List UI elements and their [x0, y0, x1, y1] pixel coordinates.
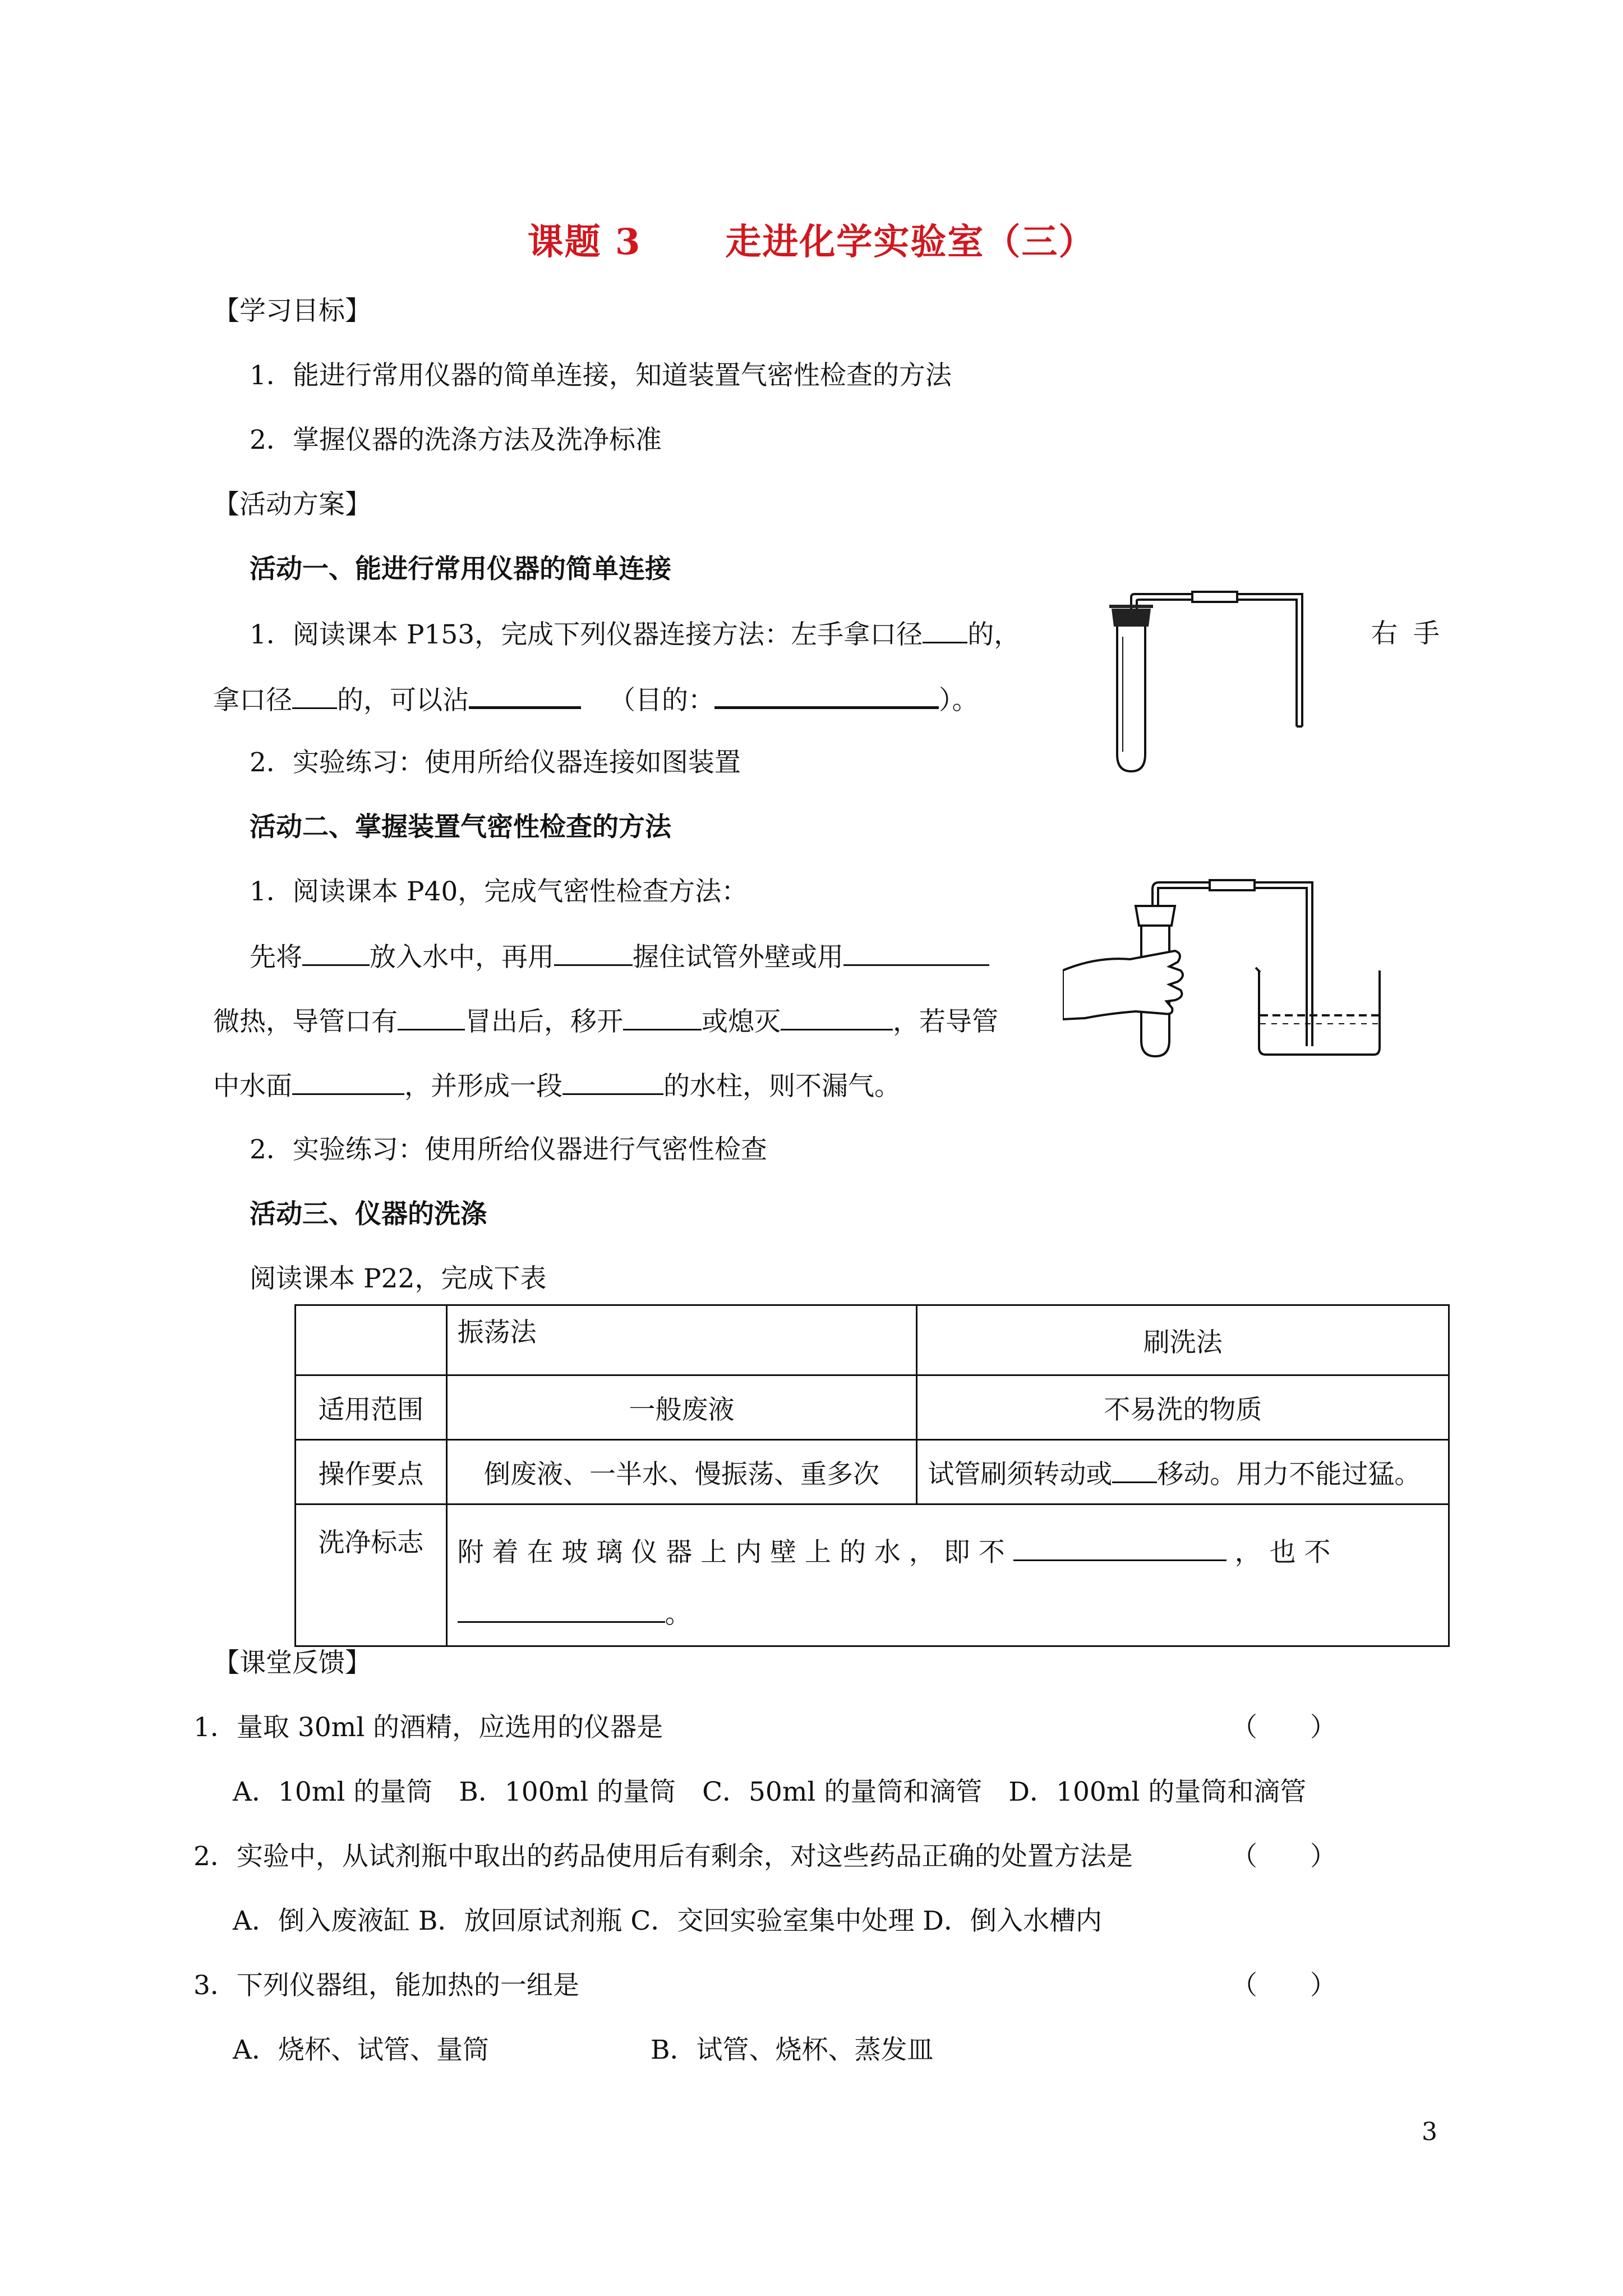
activity2-line3: 中水面 ，并形成一段 的水柱，则不漏气。 [213, 1069, 901, 1103]
question-2-bracket[interactable]: （ ） [1231, 1841, 1336, 1872]
activity2-line2: 微热，导管口有 冒出后，移开 或熄灭 ，若导管 [213, 1004, 998, 1039]
table-row [296, 1375, 1449, 1440]
question-1-options: A．10ml 的量筒 B．100ml 的量筒 C．50ml 的量筒和滴管 D．100ml 的量筒和滴管 [233, 1777, 1307, 1807]
question-1-stem: 1．量取 30ml 的酒精，应选用的仪器是 [193, 1712, 663, 1743]
goal-1: 1．能进行常用仪器的简单连接，知道装置气密性检查的方法 [250, 360, 952, 391]
header-empty [296, 1305, 447, 1375]
header-brush: 刷洗法 [917, 1305, 1449, 1375]
cell-brush-points: 试管刷须转动或 移动。用力不能过猛。 [917, 1440, 1449, 1504]
cell-shake-points: 倒废液、一半水、慢振荡、重多次 [446, 1440, 917, 1504]
blank-purpose[interactable] [714, 682, 939, 709]
question-3-stem: 3．下列仪器组，能加热的一组是 [193, 1970, 579, 2001]
header-shake: 振荡法 [446, 1305, 917, 1375]
blank-left-hand[interactable] [923, 617, 967, 643]
blank-right-hand[interactable] [292, 683, 337, 709]
row-label-clean: 洗净标志 [296, 1504, 447, 1646]
question-3-option-b: B．试管、烧杯、蒸发皿 [651, 2035, 934, 2065]
blank-extinguish[interactable] [781, 1004, 893, 1030]
blank-put-in-water[interactable] [302, 940, 370, 966]
activity3-read: 阅读课本 P22，完成下表 [250, 1263, 547, 1294]
blank-wet-with[interactable] [469, 682, 581, 709]
cell-clean-standard: 附 着 在 玻 璃 仪 器 上 内 壁 上 的 水 ， 即 不 ， 也 不 。 [446, 1504, 1449, 1646]
table-header-row [296, 1305, 1449, 1375]
activity2-heading: 活动二、掌握装置气密性检查的方法 [250, 812, 671, 843]
connected-apparatus-figure [1094, 586, 1329, 777]
activity2-read: 1．阅读课本 P40，完成气密性检查方法： [250, 876, 748, 907]
table-row [296, 1440, 1449, 1504]
activity2-line1: 先将 放入水中，再用 握住试管外壁或用 [250, 940, 989, 974]
text-hand: 手 [1413, 618, 1440, 649]
blank-heat-with[interactable] [843, 940, 989, 966]
feedback-header: 【课堂反馈】 [213, 1648, 371, 1678]
airtightness-check-figure [1063, 867, 1382, 1060]
goal-2: 2．掌握仪器的洗涤方法及洗净标准 [250, 425, 662, 455]
activity2-practice: 2．实验练习：使用所给仪器进行气密性检查 [250, 1134, 767, 1165]
question-2-options: A．倒入废液缸 B．放回原试剂瓶 C．交回实验室集中处理 D．倒入水槽内 [233, 1906, 1102, 1936]
question-3-bracket[interactable]: （ ） [1231, 1970, 1336, 2001]
blank-move-direction[interactable] [1112, 1457, 1157, 1483]
blank-bubbles[interactable] [398, 1004, 465, 1030]
page-number: 3 [1422, 2118, 1437, 2146]
blank-clean-1[interactable] [1013, 1539, 1227, 1561]
row-label-scope: 适用范围 [296, 1375, 447, 1440]
row-label-points: 操作要点 [296, 1440, 447, 1504]
plan-header: 【活动方案】 [213, 489, 371, 520]
blank-clean-2[interactable] [458, 1601, 665, 1623]
activity3-heading: 活动三、仪器的洗涤 [250, 1199, 487, 1230]
question-3-option-a: A．烧杯、试管、量筒 [233, 2035, 489, 2065]
blank-hold-with[interactable] [554, 940, 633, 966]
title-part1: 课题 3 [527, 221, 642, 263]
page-title [0, 213, 1623, 265]
cell-shake-scope: 一般废液 [446, 1375, 917, 1440]
table-row [296, 1504, 1449, 1646]
activity1-practice: 2．实验练习：使用所给仪器连接如图装置 [250, 747, 741, 778]
washing-table [294, 1304, 1450, 1647]
text-right: 右 [1371, 618, 1398, 649]
activity1-heading: 活动一、能进行常用仪器的简单连接 [250, 554, 671, 585]
goals-header: 【学习目标】 [213, 296, 371, 326]
question-1-bracket[interactable]: （ ） [1231, 1712, 1336, 1743]
cell-brush-scope: 不易洗的物质 [917, 1375, 1449, 1440]
blank-water-column[interactable] [562, 1069, 663, 1095]
activity1-line1: 1．阅读课本 P153，完成下列仪器连接方法：左手拿口径 的， [250, 617, 1020, 652]
activity1-line2: 拿口径 的，可以沾 （目的： ）。 [213, 682, 979, 717]
blank-remove[interactable] [623, 1004, 702, 1030]
title-part2: 走进化学实验室（三） [725, 221, 1096, 263]
question-2-stem: 2．实验中，从试剂瓶中取出的药品使用后有剩余，对这些药品正确的处置方法是 [193, 1841, 1133, 1872]
blank-water-level[interactable] [292, 1069, 404, 1095]
